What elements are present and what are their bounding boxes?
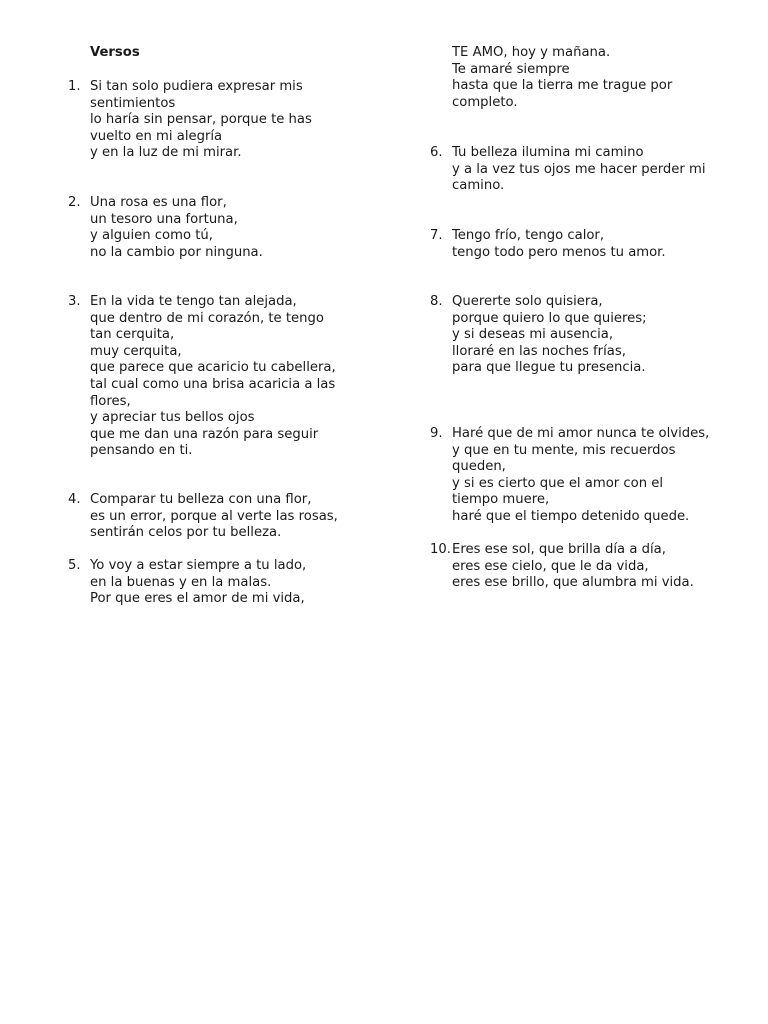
- verse-text: [452, 294, 647, 377]
- verse-number: 2.: [68, 195, 81, 210]
- verse-line: lloraré en las noches frías,: [452, 343, 626, 359]
- verse-line: En la vida te tengo tan alejada,: [90, 294, 297, 309]
- verse-line: TE AMO, hoy y mañana.: [452, 45, 611, 60]
- verse-line: y alguien como tú,: [90, 228, 213, 244]
- verse-line: lo haría sin pensar, porque te has: [90, 112, 312, 128]
- verse-text: [452, 426, 709, 526]
- verse-line: es un error, porque al verte las rosas,: [90, 508, 338, 524]
- verse-number: 9.: [430, 426, 443, 441]
- verse-line: muy cerquita,: [90, 343, 182, 359]
- verse-text: [90, 79, 312, 162]
- verse-line: completo.: [452, 94, 518, 110]
- verse-text: [452, 542, 694, 592]
- verse-line: Comparar tu belleza con una flor,: [90, 492, 312, 507]
- verse-line: y si deseas mi ausencia,: [452, 327, 614, 343]
- verse-line: Quererte solo quisiera,: [452, 294, 603, 309]
- verse-line: eres ese cielo, que le da vida,: [452, 558, 649, 574]
- verse-number: 5.: [68, 558, 81, 573]
- verse-line: haré que el tiempo detenido quede.: [452, 508, 690, 524]
- verse-text: [452, 228, 666, 261]
- verse-line: hasta que la tierra me trague por: [452, 78, 673, 94]
- verse-text: [452, 145, 706, 195]
- verse-line: un tesoro una fortuna,: [90, 211, 238, 227]
- verse-line: y a la vez tus ojos me hacer perder mi: [452, 161, 706, 177]
- verse-line: sentimientos: [90, 95, 176, 111]
- verse-line: flores,: [90, 393, 131, 409]
- verse-line: sentirán celos por tu belleza.: [90, 525, 282, 541]
- verse-line: pensando en ti.: [90, 443, 193, 459]
- verse-line: y si es cierto que el amor con el: [452, 475, 664, 491]
- verse-line: y que en tu mente, mis recuerdos: [452, 442, 676, 458]
- verse-line: tengo todo pero menos tu amor.: [452, 244, 666, 260]
- verse-line: y en la luz de mi mirar.: [90, 145, 242, 161]
- verse-text: [90, 294, 336, 460]
- verse-number: 10.: [430, 542, 451, 557]
- verse-line: queden,: [452, 459, 506, 475]
- verse-line: porque quiero lo que quieres;: [452, 310, 647, 326]
- verse-line: tan cerquita,: [90, 327, 175, 343]
- verse-line: que parece que acaricio tu cabellera,: [90, 360, 336, 376]
- verse-line: en la buenas y en la malas.: [90, 574, 272, 590]
- verse-text: [90, 492, 338, 542]
- verse-line: Una rosa es una flor,: [90, 195, 227, 210]
- verse-line: Yo voy a estar siempre a tu lado,: [90, 558, 307, 573]
- verse-line: vuelto en mi alegría: [90, 128, 223, 144]
- verse-line: que dentro de mi corazón, te tengo: [90, 310, 324, 326]
- verse-number: 7.: [430, 228, 443, 243]
- verse-line: Tengo frío, tengo calor,: [452, 228, 605, 243]
- verse-number: 4.: [68, 492, 81, 507]
- verse-line: eres ese brillo, que alumbra mi vida.: [452, 575, 694, 591]
- verse-line: no la cambio por ninguna.: [90, 244, 263, 260]
- verse-line: camino.: [452, 178, 505, 194]
- verse-line: que me dan una razón para seguir: [90, 426, 319, 442]
- verse-line: Te amaré siempre: [452, 61, 570, 77]
- verse-number: 3.: [68, 294, 81, 309]
- verse-line: tiempo muere,: [452, 492, 550, 508]
- verse-number: 8.: [430, 294, 443, 309]
- verse-line: Eres ese sol, que brilla día a día,: [452, 542, 666, 557]
- document-title: Versos: [90, 45, 140, 60]
- verse-text: [90, 195, 263, 261]
- verse-line: Haré que de mi amor nunca te olvides,: [452, 426, 710, 441]
- verse-line: tal cual como una brisa acaricia a las: [90, 376, 336, 392]
- verse-number: 6.: [430, 145, 443, 160]
- verse-text: [90, 558, 306, 608]
- verse-line: Si tan solo pudiera expresar mis: [90, 79, 303, 94]
- verse-line: Tu belleza ilumina mi camino: [452, 145, 644, 160]
- verse-5-continuation: [452, 45, 672, 111]
- verse-line: para que llegue tu presencia.: [452, 360, 646, 376]
- verse-line: Por que eres el amor de mi vida,: [90, 591, 305, 607]
- verse-number: 1.: [68, 79, 81, 94]
- verse-line: y apreciar tus bellos ojos: [90, 410, 255, 426]
